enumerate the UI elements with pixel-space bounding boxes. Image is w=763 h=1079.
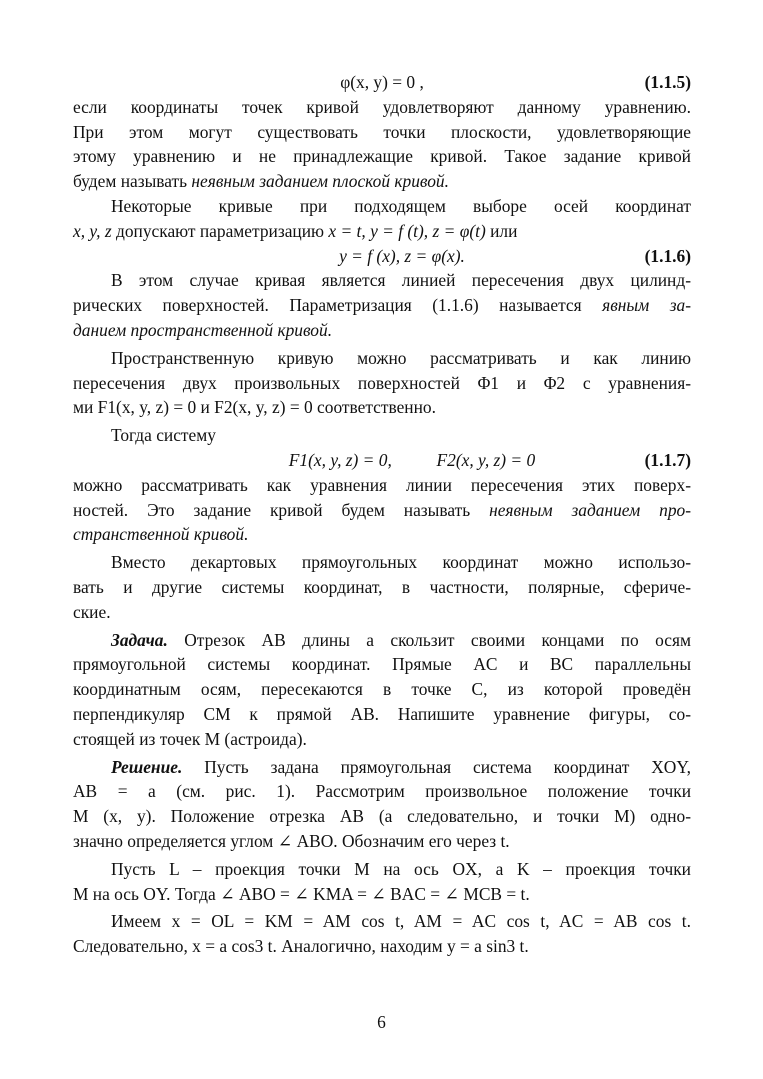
paragraph [73, 194, 691, 244]
emphasis: неявным заданием плоской кривой. [191, 171, 449, 192]
text-line: Пусть L – проекция точки M на ось OX, а K – проекция точки [111, 858, 691, 879]
text-line: В этом случае кривая является линией пересечения двух цилинд- [111, 270, 691, 291]
document-page [73, 70, 691, 959]
paragraph [73, 423, 691, 448]
text-line: ностей. Это задание кривой будем называть неявным заданием про- [73, 499, 691, 520]
paragraph [73, 550, 691, 624]
text-line: координатным осям, пересекаются в точке C, из которой проведён [73, 679, 691, 700]
text-line: будем называть неявным заданием плоской кривой. [73, 171, 449, 192]
equation-number: (1.1.7) [644, 449, 691, 470]
text-line: прямоугольной системы координат. Прямые AC и BC параллельны [73, 654, 691, 675]
paragraph [73, 473, 691, 547]
equation-formula: φ(x, y) = 0 , [340, 72, 424, 92]
text-line: пересечения двух произвольных поверхностей Φ1 и Φ2 с уравнения- [73, 372, 691, 393]
text-line: стоящей из точек M (астроида). [73, 728, 307, 749]
equation-formula: y = f (x), z = φ(x). [339, 245, 465, 266]
equation-number: (1.1.6) [644, 245, 691, 266]
text-line: Вместо декартовых прямоугольных координат можно использо- [111, 552, 691, 573]
text-line: ми F1(x, y, z) = 0 и F2(x, y, z) = 0 соответственно. [73, 397, 436, 418]
text-line: этому уравнению и не принадлежащие кривой. Такое задание кривой [73, 146, 691, 167]
solution-label: Решение. [111, 756, 183, 777]
equation-1-1-5 [73, 70, 691, 95]
text-line: перпендикуляр CM к прямой AB. Напишите уравнение фигуры, со- [73, 703, 691, 724]
equation-1-1-7 [73, 448, 691, 473]
text-line: если координаты точек кривой удовлетворяют данному уравнению. [73, 96, 691, 117]
text-line: Некоторые кривые при подходящем выборе осей координат [111, 195, 691, 216]
text-line: странственной кривой. [73, 524, 249, 545]
text-line: AB = a (см. рис. 1). Рассмотрим произвольное положение точки [73, 781, 691, 802]
text-line: Имеем x = OL = KM = AM cos t, AM = AC cos t, AC = AB cos t. [111, 911, 691, 932]
text-line: данием пространственной кривой. [73, 319, 333, 340]
text-line: вать и другие системы координат, в частности, полярные, сфериче- [73, 576, 691, 597]
page-number: 6 [377, 1012, 386, 1032]
text-line: рических поверхностей. Параметризация (1.1.6) называется явным за- [73, 295, 691, 316]
text-line: значно определяется углом ∠ ABO. Обозначим его через t. [73, 830, 510, 851]
text-line: M (x, y). Положение отрезка AB (а следовательно, и точки M) одно- [73, 806, 691, 827]
text-line: Тогда систему [111, 425, 216, 446]
equation-number: (1.1.5) [644, 72, 691, 92]
paragraph [73, 95, 691, 194]
task-label: Задача. [111, 629, 168, 650]
text-line: Следовательно, x = a cos3 t. Аналогично, находим y = a sin3 t. [73, 936, 529, 957]
paragraph [73, 268, 691, 342]
task-paragraph [73, 628, 691, 752]
paragraph [73, 857, 691, 907]
text-line: При этом могут существовать точки плоскости, удовлетворяющие [73, 121, 691, 142]
equation-formula: F1(x, y, z) = 0, F2(x, y, z) = 0 [288, 449, 536, 470]
solution-paragraph [73, 755, 691, 854]
text-line: ские. [73, 601, 111, 622]
text-line: M на ось OY. Тогда ∠ ABO = ∠ KMA = ∠ BAC = ∠ MCB = t. [73, 883, 530, 904]
equation-1-1-6 [73, 244, 691, 269]
paragraph [73, 346, 691, 420]
text-line: Решение. Пусть задана прямоугольная система координат XOY, [111, 756, 691, 777]
text-line: можно рассматривать как уравнения линии пересечения этих поверх- [73, 474, 691, 495]
paragraph [73, 909, 691, 959]
text-line: x, y, z допускают параметризацию x = t, y = f (t), z = φ(t) или [73, 220, 518, 241]
text-line: Задача. Отрезок AB длины a скользит своими концами по осям [111, 629, 691, 650]
text-line: Пространственную кривую можно рассматривать и как линию [111, 347, 691, 368]
